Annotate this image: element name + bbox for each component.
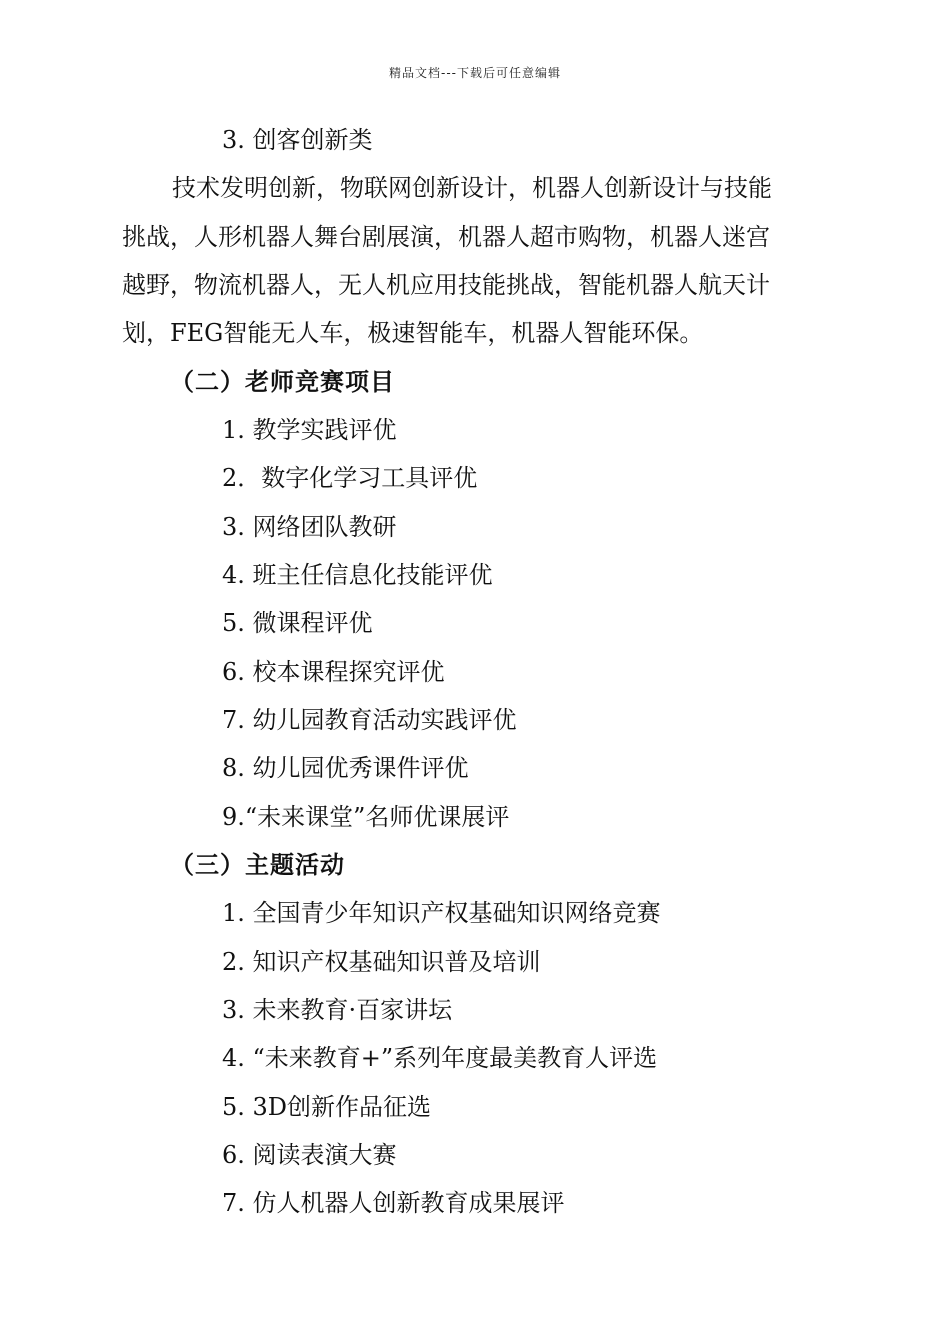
teacher-item-9: 9.“未来课堂”名师优课展评 [222, 803, 510, 831]
teacher-section-title: （二）老师竞赛项目 [170, 368, 395, 396]
teacher-item-2: 2．数字化学习工具评优 [222, 464, 478, 492]
teacher-item-8: 8. 幼儿园优秀课件评优 [222, 754, 469, 782]
page-header: 精品文档---下载后可任意编辑 [389, 66, 561, 80]
paragraph-line-1: 技术发明创新，物联网创新设计，机器人创新设计与技能 [172, 174, 772, 202]
theme-item-1: 1. 全国青少年知识产权基础知识网络竞赛 [222, 899, 661, 927]
theme-item-3: 3. 未来教育·百家讲坛 [222, 996, 453, 1024]
teacher-item-6: 6. 校本课程探究评优 [222, 658, 445, 686]
theme-item-6: 6. 阅读表演大赛 [222, 1141, 397, 1169]
theme-section-title: （三）主题活动 [170, 851, 345, 879]
teacher-item-7: 7. 幼儿园教育活动实践评优 [222, 706, 517, 734]
theme-item-2: 2. 知识产权基础知识普及培训 [222, 948, 541, 976]
teacher-item-3: 3. 网络团队教研 [222, 513, 397, 541]
innovation-heading: 3. 创客创新类 [222, 126, 373, 154]
teacher-item-5: 5. 微课程评优 [222, 609, 373, 637]
teacher-item-4: 4. 班主任信息化技能评优 [222, 561, 493, 589]
teacher-item-1: 1. 教学实践评优 [222, 416, 397, 444]
paragraph-line-2: 挑战，人形机器人舞台剧展演，机器人超市购物，机器人迷宫 [122, 223, 770, 251]
paragraph-line-4: 划，FEG智能无人车，极速智能车，机器人智能环保。 [122, 319, 704, 347]
theme-item-5: 5. 3D创新作品征选 [222, 1093, 432, 1121]
paragraph-line-3: 越野，物流机器人，无人机应用技能挑战，智能机器人航天计 [122, 271, 770, 299]
theme-item-7: 7. 仿人机器人创新教育成果展评 [222, 1189, 565, 1217]
theme-item-4: 4. “未来教育+”系列年度最美教育人评选 [222, 1044, 658, 1072]
